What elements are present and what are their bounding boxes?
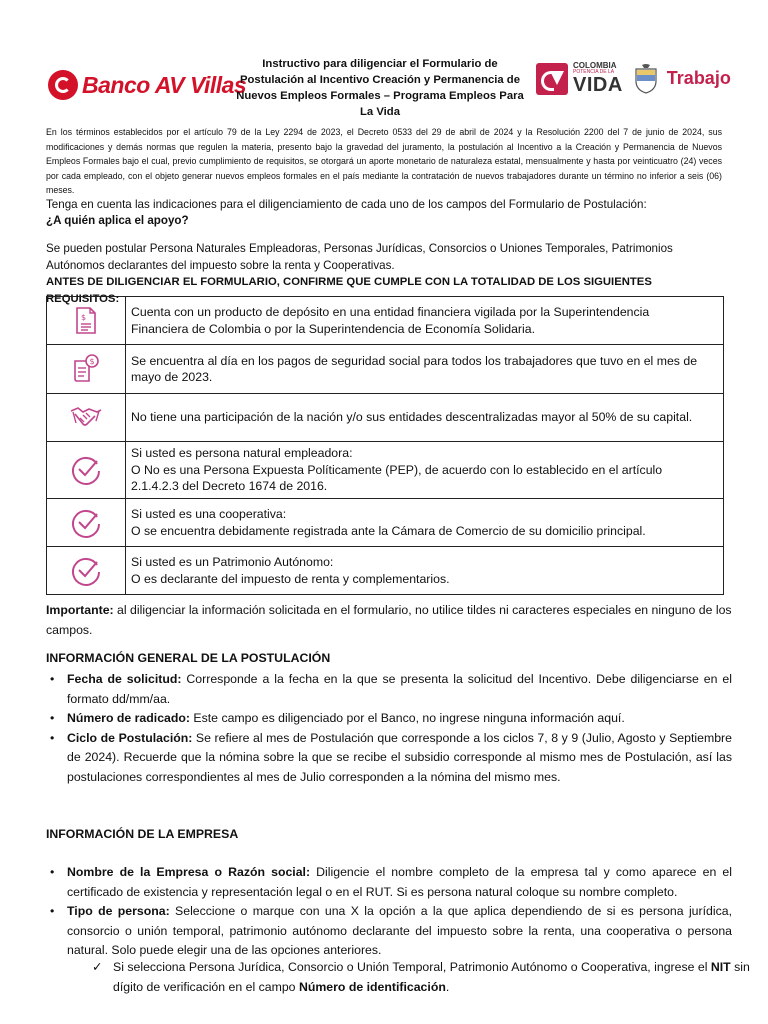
applies-to-paragraph: Se pueden postular Persona Naturales Empleadoras, Personas Jurídicas, Consorcios o Uniones Temporales, Patrimonios Autónomos declarantes del impuesto sobre la renta y Cooperativas. [46, 242, 673, 272]
document-money-icon [73, 306, 99, 336]
svg-text:$: $ [81, 312, 87, 322]
requirement-row [47, 345, 724, 394]
ministerio-trabajo-logo-text: Trabajo [666, 68, 731, 88]
banco-av-villas-logo: Banco AV Villas [48, 70, 246, 100]
document-title: Instructivo para diligenciar el Formulario de Postulación al Incentivo Creación y Permanencia de Nuevos Empleos Formales – Programa Empleos Para La Vida [236, 58, 524, 118]
checkmark-icon: ✓ [92, 960, 103, 974]
requirement-row [47, 394, 724, 442]
handshake-icon [69, 403, 103, 433]
requirement-icon-cell [47, 547, 126, 595]
section-heading-company: INFORMACIÓN DE LA EMPRESA [46, 827, 239, 841]
requirement-text-cell: Si usted es persona natural empleadora: O No es una Persona Expuesta Políticamente (PEP), de acuerdo con lo establecido en el artículo 2.1.4.2.3 del Decreto 1674 de 2016. [126, 442, 724, 499]
requirement-text-cell: No tiene una participación de la nación y/o sus entidades descentralizadas mayor al 50% de su capital. [126, 394, 724, 442]
check-circle-icon [70, 454, 102, 486]
requirement-row [47, 442, 724, 499]
requirement-row [47, 547, 724, 595]
list-item: • Fecha de solicitud: Corresponde a la fecha en la que se presenta la solicitud del Incentivo. Debe diligenciarse en el formato dd/mm/aa. [50, 672, 733, 706]
document-header [0, 0, 768, 128]
requirement-text-cell: Si usted es una cooperativa: O se encuentra debidamente registrada ante la Cámara de Comercio de su domicilio principal. [126, 499, 724, 547]
requirement-icon-cell [47, 345, 126, 394]
list-item: • Ciclo de Postulación: Se refiere al mes de Postulación que corresponde a los ciclos 7, 8 y 9 (Julio, Agosto y Septiembre de 2024). Recuerde que la nómina sobre la que se recibe el subsidio corresponde al mismo mes de Postulación, así las postulaciones correspondientes al mes de Julio corresponden a la nómina del mismo mes. [50, 730, 732, 784]
requirement-text-cell: Cuenta con un producto de depósito en una entidad financiera vigilada por la Superintendencia Financiera de Colombia o por la Superintendencia de Economía Solidaria. [126, 297, 724, 345]
cv-mark-icon [536, 63, 568, 95]
intro-paragraph: En los términos establecidos por el artículo 79 de la Ley 2294 de 2023, el Decreto 0533 del 29 de abril de 2024 y la Resolución 2200 del 7 de junio de 2024, sus modificaciones y demás normas que regulen la materia, presento bajo la gravedad del juramento, la postulación al Incentivo a la Creación y Permanencia de Nuevos Empleos Formales bajo el cual, previo cumplimiento de requisitos, se otorgará un aporte monetario de naturaleza estatal, mensualmente y hasta por veinticuatro (24) veces por cada empleado, con el objeto generar nuevos empleos formales en el país mediante la contratación de nuevos trabajadores durante un término no inferior a seis (06) meses. [46, 127, 722, 195]
colombia-potencia-vida-logo: COLOMBIA POTENCIA DE LA VIDA Trabajo [536, 62, 731, 95]
requirement-icon-cell [47, 499, 126, 547]
svg-text:$: $ [89, 357, 95, 366]
requirement-icon-cell [47, 297, 126, 345]
nit-sub-item: ✓ Si selecciona Persona Jurídica, Consorcio o Unión Temporal, Patrimonio Autónomo o Cooperativa, ingrese el NIT sin dígito de verificación en el campo Número de identificación. [92, 960, 750, 994]
list-item: • Nombre de la Empresa o Razón social: Diligencie el nombre completo de la empresa tal y como aparece en el certificado de existencia y representación legal o en el RUT. Si es persona natural coloque su nombre completo. [50, 865, 732, 899]
bullet-icon: • [50, 711, 55, 725]
bullet-icon: • [50, 865, 55, 879]
bullet-icon: • [50, 672, 55, 686]
general-info-list [46, 670, 732, 787]
av-villas-mark-icon [48, 70, 78, 100]
company-info-list [46, 863, 732, 961]
requirement-icon-cell [47, 442, 126, 499]
important-note: Importante: al diligenciar la información solicitada en el formulario, no utilice tildes ni caracteres especiales en ninguno de los campos. [46, 603, 732, 637]
indications-text: Tenga en cuenta las indicaciones para el diligenciamiento de cada uno de los campos del Formulario de Postulación: [46, 198, 647, 211]
requirement-row [47, 499, 724, 547]
coat-of-arms-icon [633, 63, 659, 95]
bullet-icon: • [50, 730, 55, 745]
check-circle-icon [70, 555, 102, 587]
question-heading: ¿A quién aplica el apoyo? [46, 214, 189, 227]
requirement-text-cell: Se encuentra al día en los pagos de seguridad social para todos los trabajadores que tuvo en el mes de mayo de 2023. [126, 345, 724, 394]
requirements-table [46, 296, 724, 595]
list-item: • Número de radicado: Este campo es diligenciado por el Banco, no ingrese ninguna información aquí. [46, 709, 732, 729]
bullet-icon: • [50, 904, 55, 918]
requirement-text-cell: Si usted es un Patrimonio Autónomo: O es declarante del impuesto de renta y complementarios. [126, 547, 724, 595]
section-heading-general: INFORMACIÓN GENERAL DE LA POSTULACIÓN [46, 651, 331, 665]
receipt-dollar-icon [72, 353, 100, 385]
requirements-heading: ANTES DE DILIGENCIAR EL FORMULARIO, CONFIRME QUE CUMPLE CON LA TOTALIDAD DE LOS SIGUIENTES REQUISITOS: [46, 276, 652, 305]
list-item: • Tipo de persona: Seleccione o marque con una X la opción a la que aplica dependiendo de si es persona jurídica, consorcio o unión temporal, patrimonio autónomo declarante del impuesto sobre la renta, una cooperativa o persona natural. Solo puede elegir una de las opciones anteriores. [50, 904, 732, 957]
requirement-row [47, 297, 724, 345]
check-circle-icon [70, 507, 102, 539]
requirement-icon-cell [47, 394, 126, 442]
